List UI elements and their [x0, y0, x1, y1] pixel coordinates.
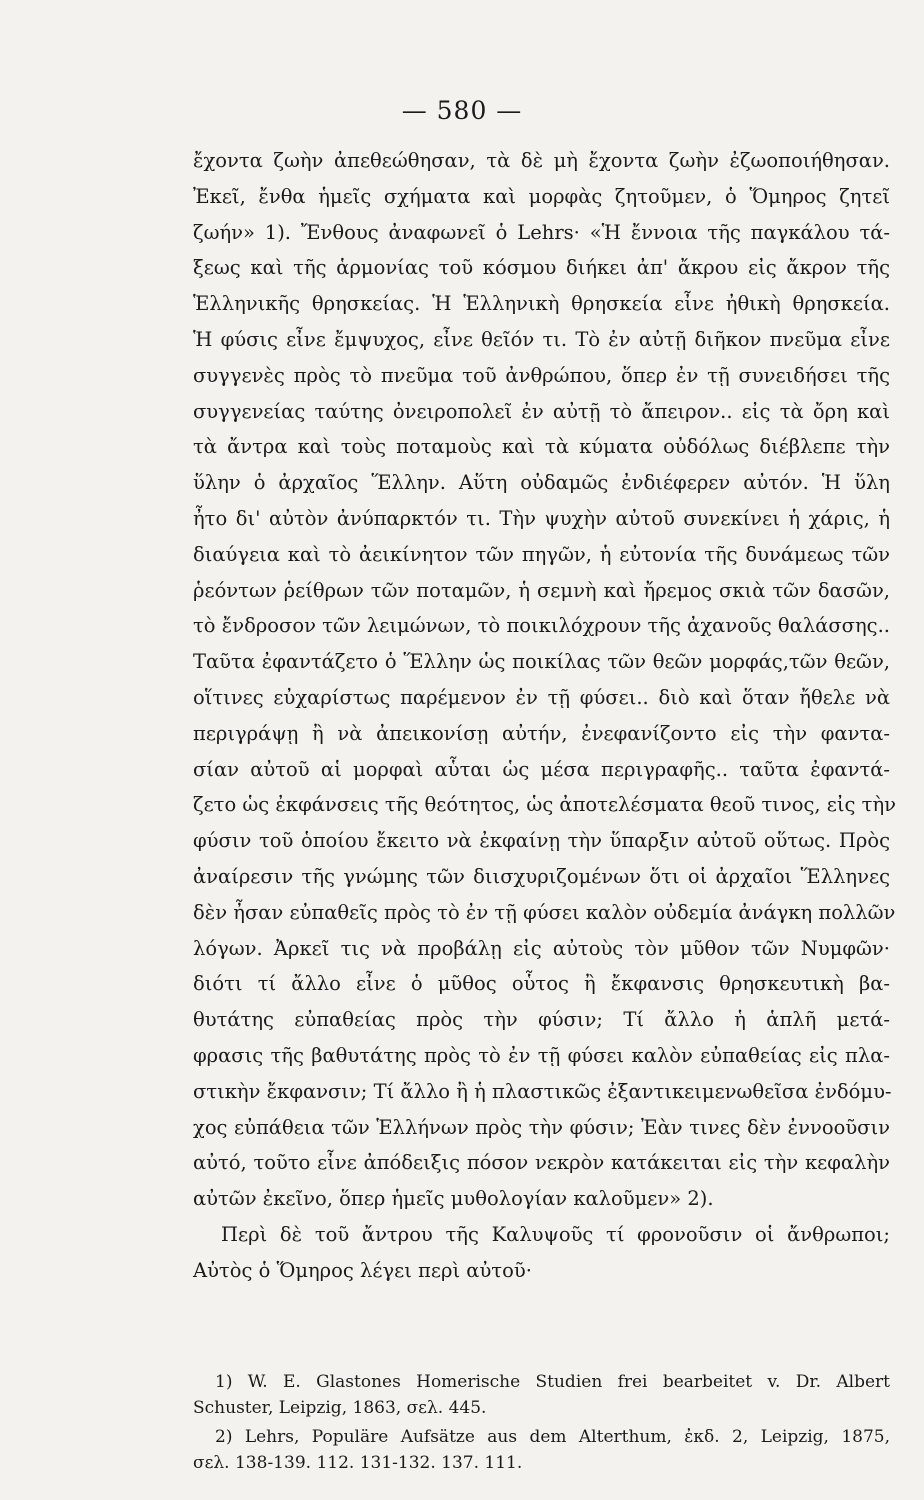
text-line: χος εὐπάθεια τῶν Ἑλλήνων πρὸς τὴν φύσιν; Ἐὰν τινες δὲν ἐννοοῦσιν	[193, 1115, 890, 1139]
text-line: θυτάτης εὐπαθείας πρὸς τὴν φύσιν; Τί ἄλλο ἡ ἁπλῆ μετά-	[193, 1008, 890, 1032]
text-line: περιγράψῃ ἢ νὰ ἀπεικονίσῃ αὐτήν, ἐνεφανίζοντο εἰς τὴν φαντα-	[193, 721, 890, 745]
text-line: τὸ ἔνδροσον τῶν λειμώνων, τὸ ποικιλόχρουν τῆς ἀχανοῦς θαλάσσης..	[193, 614, 890, 638]
text-line: αὐτό, τοῦτο εἶνε ἀπόδειξις πόσον νεκρὸν κατάκειται εἰς τὴν κεφαλὴν	[193, 1151, 890, 1175]
text-line: Περὶ δὲ τοῦ ἄντρου τῆς Καλυψοῦς τί φρονοῦσιν οἱ ἄνθρωποι;	[221, 1222, 890, 1246]
text-line: ζωήν» 1). Ἔνθους ἀναφωνεῖ ὁ Lehrs· «Ἡ ἔννοια τῆς παγκάλου τά-	[193, 220, 890, 244]
footnote-1-line: Schuster, Leipzig, 1863, σελ. 445.	[193, 1398, 487, 1418]
text-line: δὲν ἦσαν εὐπαθεῖς πρὸς τὸ ἐν τῇ φύσει καλὸν οὐδεμία ἀνάγκη πολλῶν	[193, 900, 896, 924]
footnote-1-line: 1) W. E. Glastones Homerische Studien frei bearbeitet v. Dr. Albert	[215, 1372, 890, 1392]
text-line: Ταῦτα ἐφαντάζετο ὁ Ἕλλην ὡς ποικίλας τῶν θεῶν μορφάς,τῶν θεῶν,	[193, 650, 890, 674]
main-text	[193, 143, 896, 1289]
footnotes	[193, 1369, 890, 1476]
text-line: ξεως καὶ τῆς ἁρμονίας τοῦ κόσμου διήκει ἀπ' ἄκρου εἰς ἄκρον τῆς	[193, 256, 890, 280]
text-line: Αὐτὸς ὁ Ὅμηρος λέγει περὶ αὐτοῦ·	[193, 1258, 532, 1282]
text-line: διότι τί ἄλλο εἶνε ὁ μῦθος οὗτος ἢ ἔκφανσις θρησκευτικὴ βα-	[193, 972, 890, 996]
text-line: φύσιν τοῦ ὁποίου ἔκειτο νὰ ἐκφαίνῃ τὴν ὕπαρξιν αὐτοῦ οὕτως. Πρὸς	[193, 829, 890, 853]
text-line: φρασις τῆς βαθυτάτης πρὸς τὸ ἐν τῇ φύσει καλὸν εὐπαθείας εἰς πλα-	[193, 1043, 890, 1067]
text-line: ῥεόντων ῥείθρων τῶν ποταμῶν, ἡ σεμνὴ καὶ ἤρεμος σκιὰ τῶν δασῶν,	[193, 578, 890, 602]
text-line: λόγων. Ἀρκεῖ τις νὰ προβάλῃ εἰς αὐτοὺς τὸν μῦθον τῶν Νυμφῶν·	[193, 936, 890, 960]
text-line: οἵτινες εὐχαρίστως παρέμενον ἐν τῇ φύσει.. διὸ καὶ ὅταν ἤθελε νὰ	[193, 685, 890, 709]
text-line: διαύγεια καὶ τὸ ἀεικίνητον τῶν πηγῶν, ἡ εὐτονία τῆς δυνάμεως τῶν	[193, 542, 890, 566]
text-line: Ἑλληνικῆς θρησκείας. Ἡ Ἑλληνικὴ θρησκεία εἶνε ἠθικὴ θρησκεία.	[193, 292, 890, 316]
text-line: ἔχοντα ζωὴν ἀπεθεώθησαν, τὰ δὲ μὴ ἔχοντα ζωὴν ἐζωοποιήθησαν.	[193, 149, 890, 172]
text-line: σίαν αὐτοῦ αἱ μορφαὶ αὗται ὡς μέσα περιγραφῆς.. ταῦτα ἐφαντά-	[193, 757, 890, 781]
text-line: αὐτῶν ἐκεῖνο, ὅπερ ἡμεῖς μυθολογίαν καλοῦμεν» 2).	[193, 1187, 714, 1211]
text-line: συγγενείας ταύτης ὀνειροπολεῖ ἐν αὐτῇ τὸ ἄπειρον.. εἰς τὰ ὄρη καὶ	[193, 399, 890, 423]
text-line: στικὴν ἔκφανσιν; Τί ἄλλο ἢ ἡ πλαστικῶς ἐξαντικειμενωθεῖσα ἐνδόμυ-	[193, 1079, 892, 1103]
text-line: τὰ ἄντρα καὶ τοὺς ποταμοὺς καὶ τὰ κύματα οὐδόλως διέβλεπε τὴν	[193, 435, 890, 459]
page-number: — 580 —	[401, 96, 523, 125]
text-line: Ἡ φύσις εἶνε ἔμψυχος, εἶνε θεῖόν τι. Τὸ ἐν αὐτῇ διῆκον πνεῦμα εἶνε	[193, 327, 890, 351]
text-line: ζετο ὡς ἐκφάνσεις τῆς θεότητος, ὡς ἀποτελέσματα θεοῦ τινος, εἰς τὴν	[193, 793, 896, 817]
text-line: ἦτο δι' αὐτὸν ἀνύπαρκτόν τι. Τὴν ψυχὴν αὐτοῦ συνεκίνει ἡ χάρις, ἡ	[193, 506, 890, 530]
text-line: συγγενὲς πρὸς τὸ πνεῦμα τοῦ ἀνθρώπου, ὅπερ ἐν τῇ συνειδήσει τῆς	[193, 363, 890, 387]
text-line: Ἐκεῖ, ἔνθα ἡμεῖς σχήματα καὶ μορφὰς ζητοῦμεν, ὁ Ὅμηρος ζητεῖ	[193, 184, 890, 208]
footnote-2-line: σελ. 138-139. 112. 131-132. 137. 111.	[193, 1453, 523, 1473]
text-line: ὕλην ὁ ἀρχαῖος Ἕλλην. Αὕτη οὐδαμῶς ἐνδιέφερεν αὐτόν. Ἡ ὕλη	[193, 471, 890, 495]
text-line: ἀναίρεσιν τῆς γνώμης τῶν διισχυριζομένων ὅτι οἱ ἀρχαῖοι Ἕλληνες	[193, 864, 890, 888]
footnote-2-line: 2) Lehrs, Populäre Aufsätze aus dem Alterthum, ἐκδ. 2, Leipzig, 1875,	[215, 1427, 890, 1447]
